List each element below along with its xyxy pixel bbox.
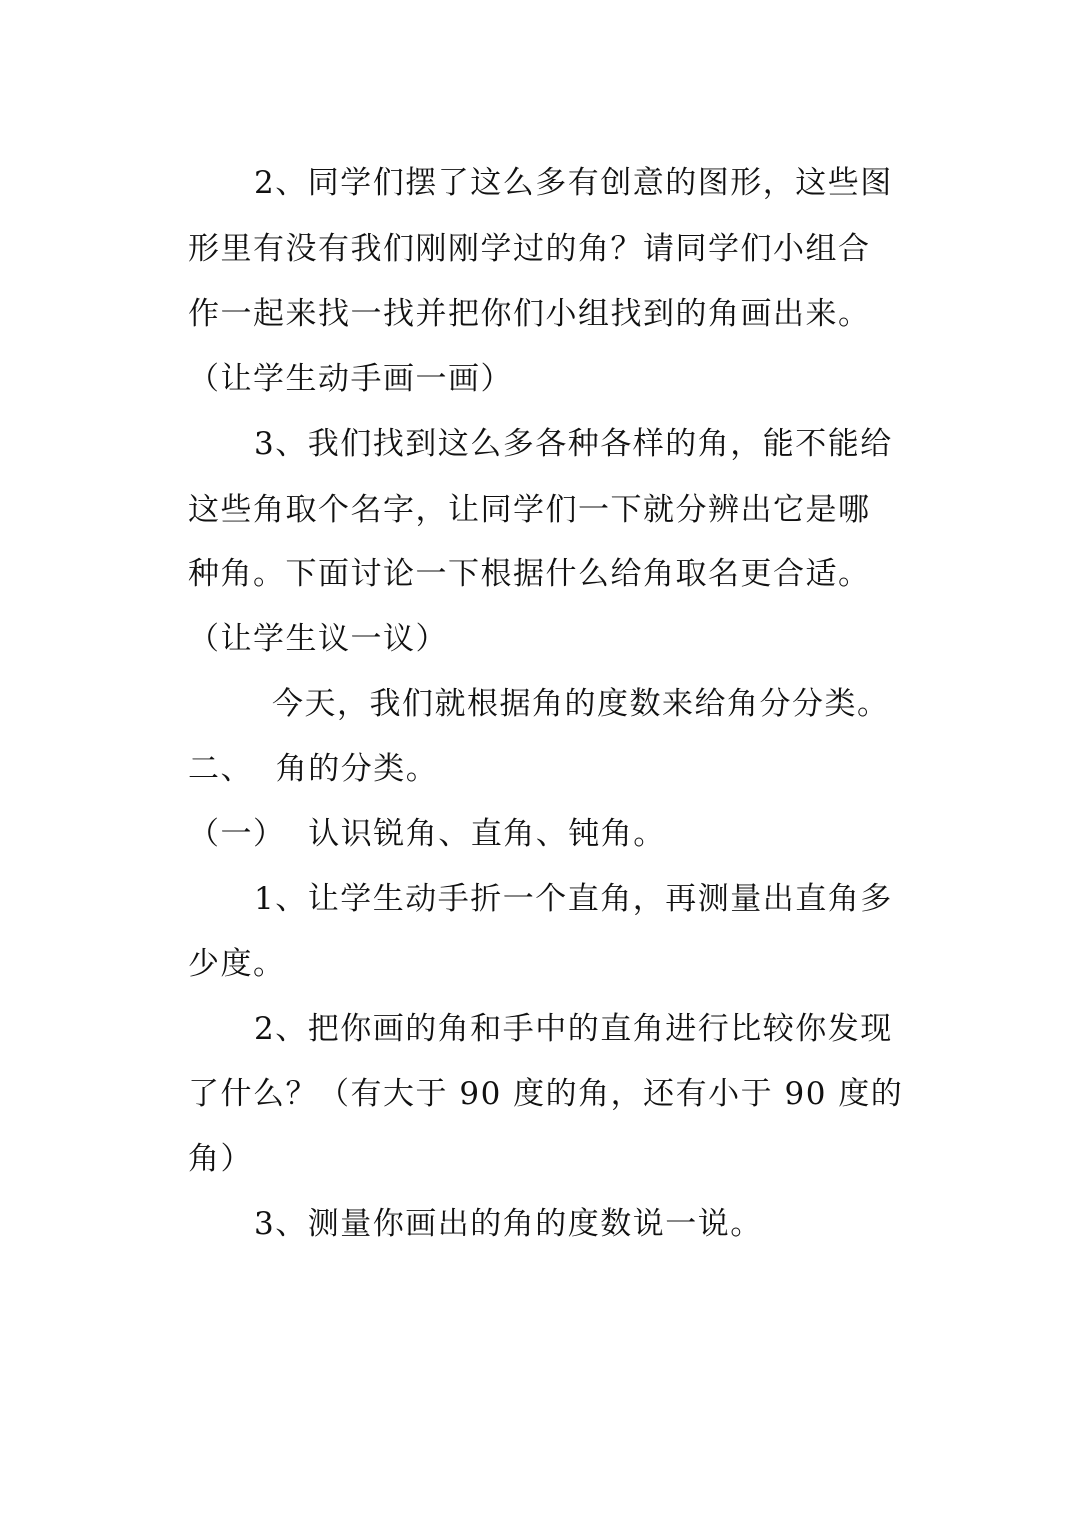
subsection-heading-1: （一） 认识锐角、直角、钝角。 <box>188 816 666 852</box>
paragraph-line-1: 2、同学们摆了这么多有创意的图形，这些图 <box>254 165 893 201</box>
paragraph-line-11: 少度。 <box>188 946 286 982</box>
paragraph-line-9: 今天，我们就根据角的度数来给角分分类。 <box>272 686 890 722</box>
paragraph-line-6: 这些角取个名字，让同学们一下就分辨出它是哪 <box>188 492 871 528</box>
paragraph-line-7: 种角。下面讨论一下根据什么给角取名更合适。 <box>188 556 871 592</box>
paragraph-line-8: （让学生议一议） <box>188 621 448 657</box>
paragraph-line-13: 了什么？（有大于 90 度的角，还有小于 90 度的 <box>188 1076 904 1112</box>
paragraph-line-4: （让学生动手画一画） <box>188 361 513 397</box>
paragraph-line-5: 3、我们找到这么多各种各样的角，能不能给 <box>254 426 893 462</box>
paragraph-line-10: 1、让学生动手折一个直角，再测量出直角多 <box>254 881 893 917</box>
paragraph-line-12: 2、把你画的角和手中的直角进行比较你发现 <box>254 1011 893 1047</box>
paragraph-line-14: 角） <box>188 1141 253 1177</box>
section-heading-2: 二、 角的分类。 <box>188 751 439 787</box>
paragraph-line-15: 3、测量你画出的角的度数说一说。 <box>254 1206 763 1242</box>
paragraph-line-2: 形里有没有我们刚刚学过的角？请同学们小组合 <box>188 231 871 267</box>
paragraph-line-3: 作一起来找一找并把你们小组找到的角画出来。 <box>188 296 871 332</box>
